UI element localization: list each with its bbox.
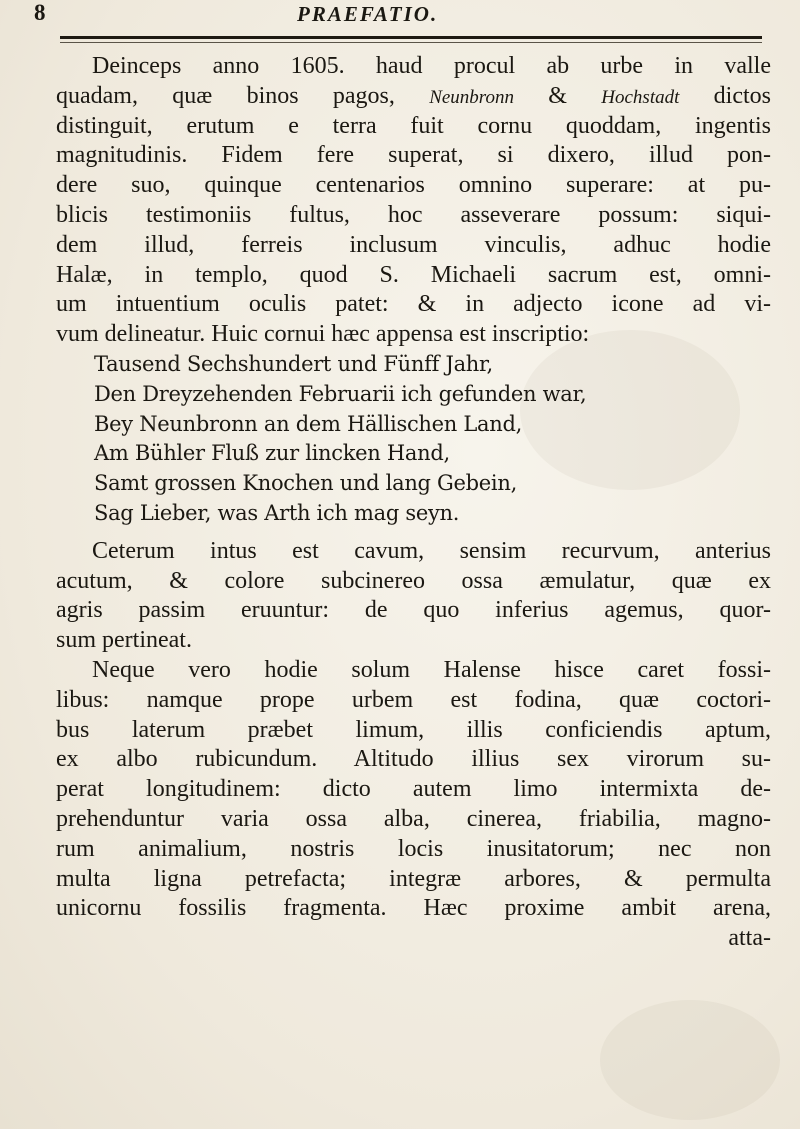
text-line: um intuentium oculis patet: & in adjecto icone ad vi-: [56, 291, 771, 318]
text-line: Neque vero hodie solum Halense hisce caret fossi-: [92, 656, 771, 683]
text-line: sum pertineat.: [56, 627, 192, 654]
running-head: PRAEFATIO.: [297, 2, 439, 26]
text-line: prehenduntur varia ossa alba, cinerea, friabilia, magno-: [56, 805, 771, 832]
text-line: quadam, quæ binos pagos, Neunbronn & Hochstadt dictos: [56, 82, 772, 109]
text-line: dem illud, ferreis inclusum vinculis, adhuc hodie: [56, 231, 771, 258]
verse-line: Samt grossen Knochen und lang Gebein,: [94, 471, 517, 496]
text-line: bus laterum præbet limum, illis conficiendis aptum,: [56, 716, 771, 743]
verse-line: Den Dreyzehenden Februarii ich gefunden war,: [94, 381, 587, 406]
place-name-hochstadt: Hochstadt: [601, 86, 680, 108]
text-line: rum animalium, nostris locis inusitatorum; nec non: [56, 835, 771, 862]
place-name-neunbronn: Neunbronn: [429, 86, 514, 108]
header-rule: [60, 36, 762, 39]
paper-stain: [600, 1000, 780, 1120]
text-line: Ceterum intus est cavum, sensim recurvum, anterius: [92, 537, 771, 564]
text-line: magnitudinis. Fidem fere superat, si dixero, illud pon-: [56, 142, 771, 169]
text-line: ex albo rubicundum. Altitudo illius sex virorum su-: [56, 746, 771, 773]
text-line: perat longitudinem: dicto autem limo intermixta de-: [56, 776, 771, 803]
text-line: multa ligna petrefacta; integræ arbores, & permulta: [56, 865, 771, 892]
text-line: libus: namque prope urbem est fodina, quæ coctori-: [56, 686, 771, 713]
text-line: vum delineatur. Huic cornui hæc appensa est inscriptio:: [56, 321, 590, 348]
text-line: Deinceps anno 1605. haud procul ab urbe in valle: [92, 53, 771, 79]
text-line: blicis testimoniis fultus, hoc asseverare possum: siqui-: [56, 201, 771, 228]
verse-line: Sag Lieber, was Arth ich mag seyn.: [94, 500, 460, 525]
text-line: agris passim eruuntur: de quo inferius agemus, quor-: [56, 597, 771, 624]
catchword: atta-: [728, 925, 771, 952]
header-rule-thin: [60, 42, 762, 43]
verse-line: Am Bühler Fluß zur lincken Hand,: [94, 441, 450, 466]
verse-line: Bey Neunbronn an dem Hällischen Land,: [94, 411, 522, 436]
text-line: unicornu fossilis fragmenta. Hæc proxime ambit arena,: [56, 895, 771, 922]
text-line: distinguit, erutum e terra fuit cornu quoddam, ingentis: [56, 112, 771, 139]
page-number: 8: [34, 0, 46, 25]
text-line: dere suo, quinque centenarios omnino superare: at pu-: [56, 172, 771, 199]
text-line: acutum, & colore subcinereo ossa æmulatur, quæ ex: [56, 567, 771, 594]
verse-line: Tausend Sechshundert und Fünff Jahr,: [94, 351, 493, 376]
body-text: [56, 52, 771, 954]
text-line: Halæ, in templo, quod S. Michaeli sacrum est, omni-: [56, 261, 771, 288]
